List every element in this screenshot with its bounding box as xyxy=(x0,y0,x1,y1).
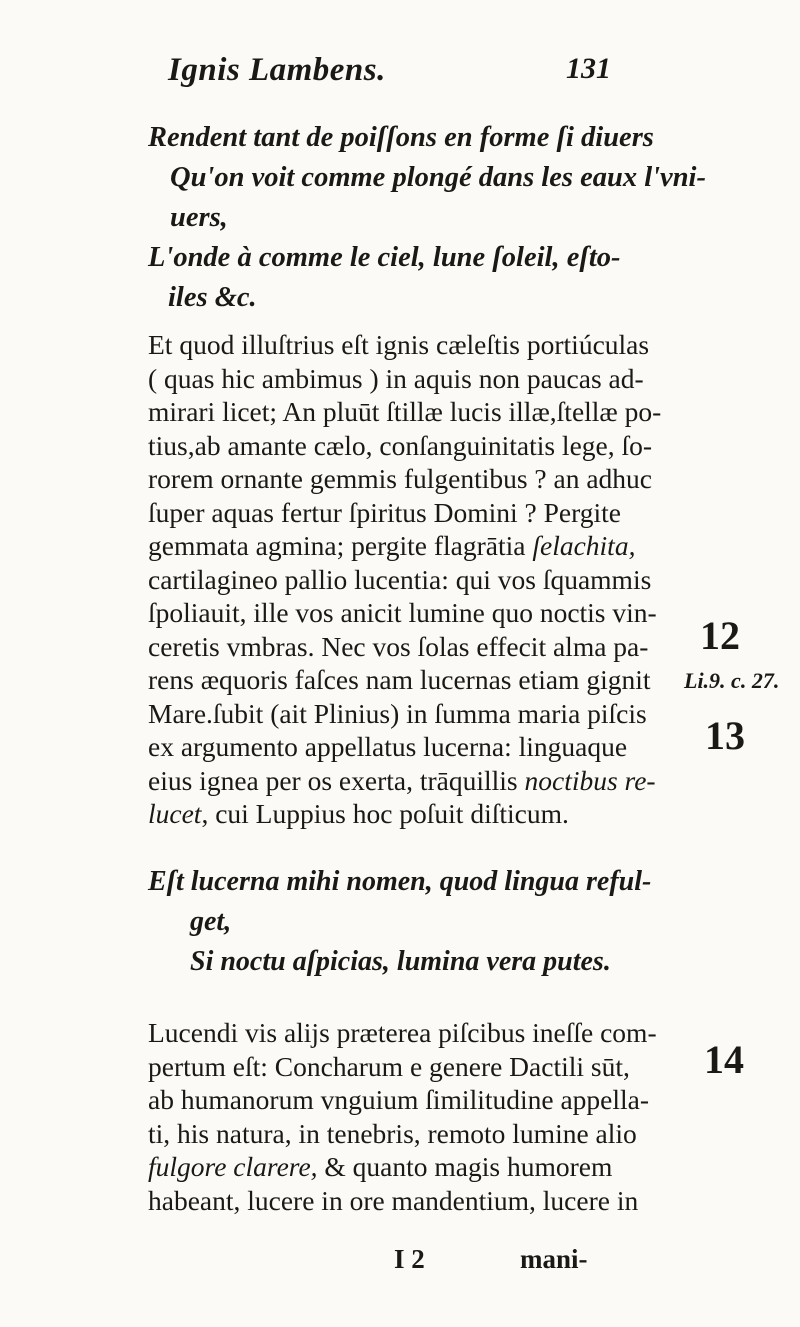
margin-number-13: 13 xyxy=(705,713,745,758)
italic-word: noctibus re- xyxy=(524,764,656,796)
catchword: mani- xyxy=(520,1244,588,1274)
verse-line: L'onde à comme le ciel, lune ſoleil, eſto- xyxy=(148,242,621,273)
text-line: lucet, cui Luppius hoc poſuit diſticum. xyxy=(148,798,569,829)
margin-number-12: 12 xyxy=(700,613,740,658)
text-line: gemmata agmina; pergite flagrātia ſelachita, xyxy=(148,530,636,561)
text-line: rens æquoris faſces nam lucernas etiam gignit xyxy=(148,664,651,695)
text-line: ( quas hic ambimus ) in aquis non paucas ad- xyxy=(148,362,644,394)
text-line: Lucendi vis alijs præterea piſcibus ineſſe com- xyxy=(148,1017,657,1048)
text-line: Et quod illuſtrius eſt ignis cæleſtis portiúculas xyxy=(148,329,650,360)
paragraph-1 xyxy=(148,328,678,831)
text-line: mirari licet; An pluūt ſtillæ lucis illæ,ſtellæ po- xyxy=(148,396,662,427)
text-line: fulgore clarere, & quanto magis humorem xyxy=(148,1151,613,1182)
verse-line: uers, xyxy=(170,202,228,233)
text-line: pertum eſt: Concharum e genere Dactili sūt, xyxy=(148,1050,630,1082)
italic-word: lucet xyxy=(148,798,202,829)
paragraph-2 xyxy=(148,1016,678,1217)
text-line: ab humanorum vnguium ſimilitudine appella- xyxy=(148,1084,650,1115)
verse-line: Rendent tant de poiſſons en forme ſi diuers xyxy=(148,122,654,153)
page-number: 131 xyxy=(566,52,611,85)
text-line: cartilagineo pallio lucentia: qui vos ſquammis xyxy=(148,563,652,595)
latin-distich xyxy=(148,862,668,982)
italic-word: ſelachita, xyxy=(532,530,636,561)
text-line: rorem ornante gemmis fulgentibus ? an adhuc xyxy=(148,463,653,494)
text-line: eius ignea per os exerta, trāquillis noctibus re- xyxy=(148,764,656,796)
text-line: ti, his natura, in tenebris, remoto lumine alio xyxy=(148,1117,637,1149)
text-line: ceretis vmbras. Nec vos ſolas effecit alma pa- xyxy=(148,630,649,662)
text-line: ex argumento appellatus lucerna: linguaque xyxy=(148,731,628,762)
verse-line: Qu'on voit comme plongé dans les eaux l'vni- xyxy=(170,162,706,193)
distich-line: Si noctu aſpicias, lumina vera putes. xyxy=(190,946,611,977)
verse-line: iles &c. xyxy=(168,282,257,313)
running-title: Ignis Lambens. xyxy=(168,52,386,88)
distich-line: get, xyxy=(190,906,232,937)
french-verse xyxy=(148,118,706,318)
italic-word: fulgore xyxy=(148,1151,227,1182)
italic-word: clarere, xyxy=(233,1151,318,1182)
text-line: ſpoliauit, ille vos anicit lumine quo noctis vin- xyxy=(148,597,657,628)
signature-mark: I 2 xyxy=(394,1244,425,1274)
text-line: Mare.ſubit (ait Plinius) in ſumma maria piſcis xyxy=(148,697,647,729)
distich-line: Eſt lucerna mihi nomen, quod lingua reful- xyxy=(148,866,652,897)
margin-reference: Li.9. c. 27. xyxy=(684,668,780,693)
text-line: habeant, lucere in ore mandentium, lucere in xyxy=(148,1184,639,1216)
text-line: ſuper aquas fertur ſpiritus Domini ? Pergite xyxy=(148,496,621,528)
margin-number-14: 14 xyxy=(704,1037,744,1082)
text-line: tius,ab amante cælo, conſanguinitatis lege, ſo- xyxy=(148,429,653,461)
